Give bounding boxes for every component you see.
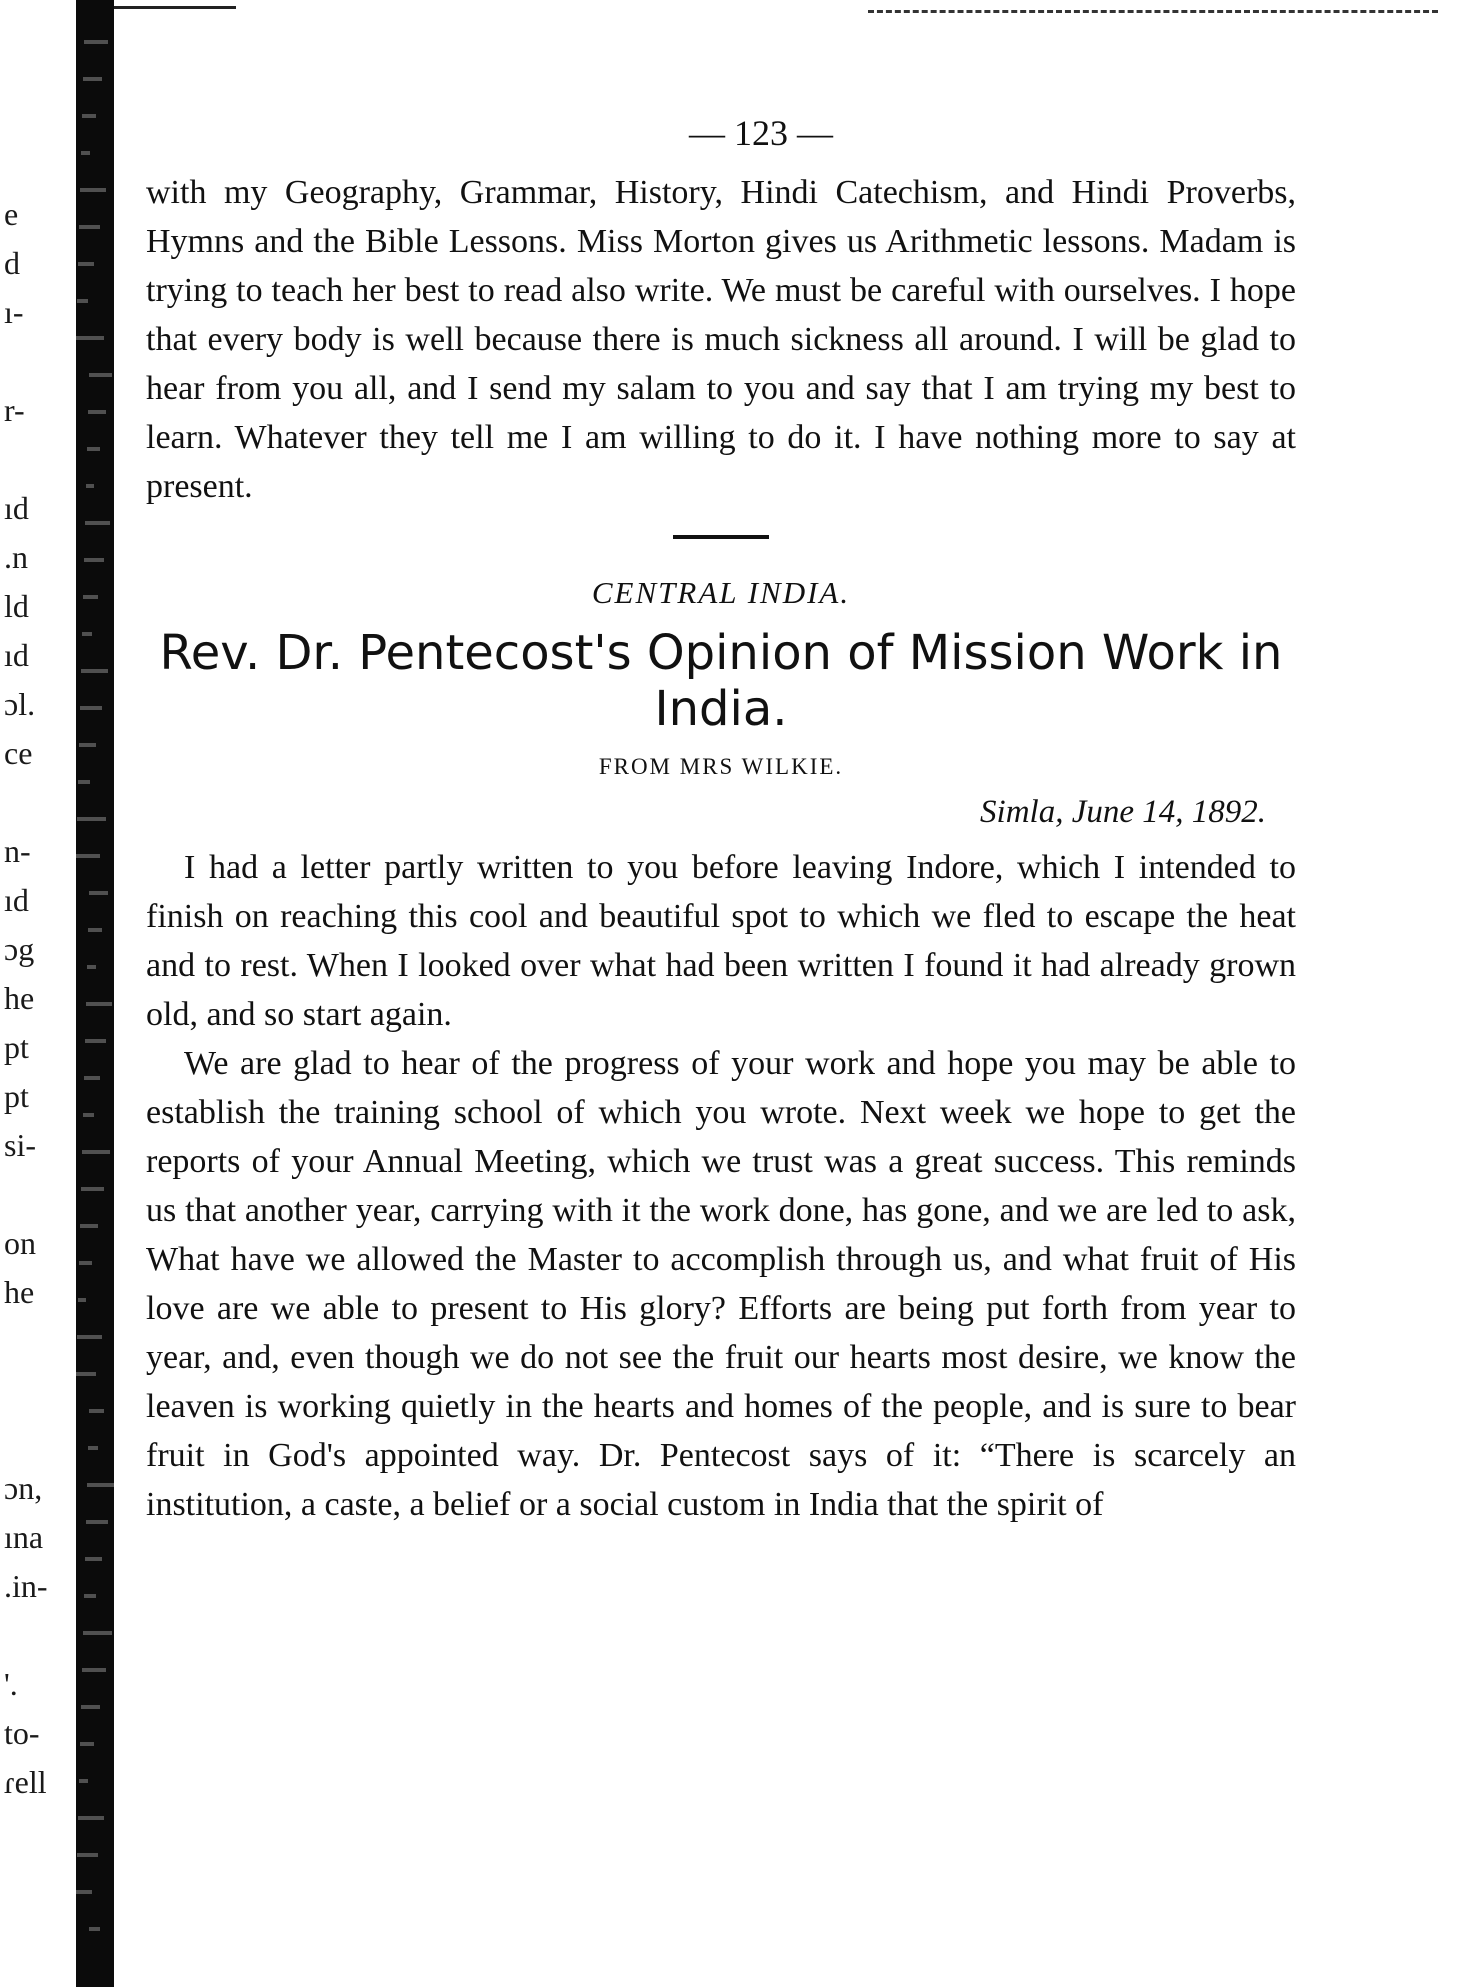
intro-paragraph: with my Geography, Grammar, History, Hindi Catechism, and Hindi Proverbs, Hymns and the Bible Lessons. Miss Morton gives us Arithmetic lessons. Madam is trying to teach her best to read also write. We must be careful with ourselves. I hope that every body is well because there is much sickness all around. I will be glad to hear from you all, and I send my salam to you and say that I am trying my best to learn. Whatever they tell me I am willing to do it. I have nothing more to say at present.: [146, 174, 1296, 505]
margin-fragment: ce: [4, 735, 33, 771]
article-dateline: Simla, June 14, 1892.: [980, 794, 1266, 830]
gutter-speck: [84, 558, 104, 562]
margin-fragment: ıd: [4, 637, 29, 673]
margin-fragment: [4, 1611, 68, 1660]
gutter-speck: [77, 1335, 102, 1339]
gutter-speck: [78, 1298, 86, 1302]
gutter-speck: [76, 1372, 96, 1376]
gutter-speck: [88, 928, 102, 932]
page-content: [146, 108, 1296, 1529]
gutter-speck: [81, 1187, 104, 1191]
gutter-speck: [89, 1927, 100, 1931]
article-title: Rev. Dr. Pentecost's Opinion of Mission Work in India.: [159, 625, 1283, 737]
binding-gutter: [76, 0, 114, 1987]
gutter-speck: [82, 1150, 110, 1154]
margin-fragment: [4, 1317, 68, 1366]
gutter-speck: [85, 1557, 102, 1561]
gutter-speck: [79, 1261, 92, 1265]
margin-fragment: ɔl.: [4, 686, 36, 722]
gutter-speck: [79, 743, 96, 747]
margin-fragment: [4, 1170, 68, 1219]
gutter-speck: [77, 299, 88, 303]
gutter-speck: [76, 854, 100, 858]
article-byline: FROM MRS WILKIE.: [598, 754, 844, 779]
gutter-speck: [87, 1483, 114, 1487]
margin-fragment: pt: [4, 1029, 29, 1065]
margin-fragment: ɔg: [4, 931, 35, 967]
margin-fragment: [4, 435, 68, 484]
margin-fragment: si-: [4, 1127, 36, 1163]
gutter-speck: [84, 40, 108, 44]
gutter-speck: [86, 1520, 108, 1524]
margin-fragment: '.: [4, 1666, 18, 1702]
gutter-speck: [83, 1631, 112, 1635]
gutter-speck: [82, 1668, 106, 1672]
margin-fragment: ıd: [4, 882, 29, 918]
gutter-speck: [81, 669, 108, 673]
gutter-speck: [80, 1742, 94, 1746]
gutter-speck: [78, 780, 90, 784]
gutter-speck: [83, 595, 98, 599]
margin-fragment: ld: [4, 588, 29, 624]
article-paragraph-2: We are glad to hear of the progress of your work and hope you may be able to establish the training school of which you wrote. Next week we hope to get the reports of your Annual Meeting, which we trust was a great success. This reminds us that another year, carrying with it the work done, has gone, and we are led to ask, What have we allowed the Master to accomplish through us, and what fruit of His love are we able to present to His glory? Efforts are being put forth from year to year, and, even though we do not see the fruit our hearts most desire, we know the leaven is working quietly in the hearts and homes of the people, and is sure to bear fruit in God's appointed way. Dr. Pentecost says of it: “There is scarcely an institution, a caste, a belief or a social custom in India that the spirit of: [146, 1045, 1296, 1523]
gutter-speck: [81, 151, 90, 155]
gutter-speck: [89, 891, 108, 895]
gutter-speck: [85, 521, 110, 525]
gutter-speck: [76, 1890, 92, 1894]
margin-fragment: ı-: [4, 294, 24, 330]
margin-fragment: [4, 778, 68, 827]
margin-fragment: n-: [4, 833, 31, 869]
article-paragraph-1: I had a letter partly written to you before leaving Indore, which I intended to finish on reaching this cool and beautiful spot to which we fled to escape the heat and to rest. When I looked over what had been written I found it had already grown old, and so start again.: [146, 849, 1296, 1033]
margin-fragment: d: [4, 245, 20, 281]
margin-fragment: ɔn,: [4, 1470, 43, 1506]
margin-fragment: [4, 1366, 68, 1415]
gutter-speck: [82, 114, 96, 118]
gutter-speck: [76, 336, 104, 340]
gutter-speck: [79, 225, 100, 229]
margin-fragment: [4, 1415, 68, 1464]
margin-fragment: ına: [4, 1519, 44, 1555]
margin-fragment: .in-: [4, 1568, 48, 1604]
gutter-speck: [88, 1446, 98, 1450]
top-edge-dashes: [868, 10, 1438, 19]
margin-fragment: .n: [4, 539, 28, 575]
gutter-speck: [88, 410, 106, 414]
margin-fragment: he: [4, 1274, 35, 1310]
margin-fragment: [4, 337, 68, 386]
margin-fragment: he: [4, 980, 35, 1016]
section-divider: [673, 535, 769, 539]
gutter-speck: [89, 1409, 104, 1413]
margin-fragment: ıd: [4, 490, 29, 526]
gutter-speck: [80, 706, 102, 710]
margin-fragment: to-: [4, 1715, 40, 1751]
gutter-speck: [84, 1594, 96, 1598]
page-number: — 123 —: [689, 113, 833, 153]
gutter-speck: [78, 262, 94, 266]
margin-fragment: ɾell: [4, 1764, 47, 1800]
gutter-speck: [78, 1816, 104, 1820]
gutter-speck: [80, 1224, 98, 1228]
gutter-speck: [77, 817, 106, 821]
margin-fragment: r-: [4, 392, 25, 428]
gutter-speck: [80, 188, 106, 192]
gutter-speck: [85, 1039, 106, 1043]
gutter-speck: [89, 373, 112, 377]
gutter-speck: [77, 1853, 98, 1857]
gutter-speck: [81, 1705, 100, 1709]
region-heading: CENTRAL INDIA.: [591, 575, 851, 610]
gutter-speck: [86, 484, 94, 488]
margin-fragment: on: [4, 1225, 36, 1261]
gutter-speck: [79, 1779, 88, 1783]
gutter-speck: [87, 965, 96, 969]
previous-page-margin-fragments: [4, 190, 68, 1807]
margin-fragment: pt: [4, 1078, 29, 1114]
gutter-speck: [87, 447, 100, 451]
margin-fragment: e: [4, 196, 19, 232]
gutter-speck: [83, 1113, 94, 1117]
gutter-speck: [83, 77, 102, 81]
gutter-speck: [82, 632, 92, 636]
gutter-speck: [86, 1002, 112, 1006]
gutter-speck: [84, 1076, 100, 1080]
